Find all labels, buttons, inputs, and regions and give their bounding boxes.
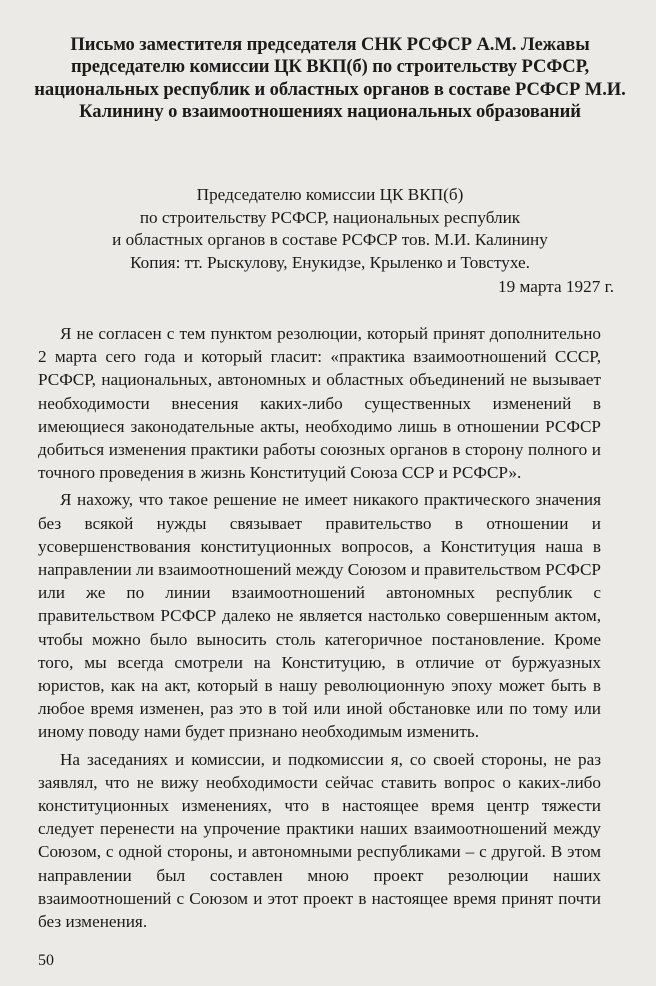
addressee-block (30, 184, 630, 274)
page-number: 50 (38, 952, 54, 969)
body-paragraph: На заседаниях и комиссии, и подкомиссии я, со своей стороны, не раз заявлял, что не вижу необходимости сейчас ставить вопрос о каких-либо конституционных изменениях, что в настоящее время центр тяжести следует перенести на упрочение практики наших взаимоотношений между Союзом, с одной стороны, и автономными республиками – с другой. В этом направлении был составлен мною проект резолюции наших взаимоотношений с Союзом и этот проект в настоящее время принят почти без изменения. (38, 749, 601, 932)
document-title: Письмо заместителя председателя СНК РСФСР А.М. Лежавы председателю комиссии ЦК ВКП(б) по строительству РСФСР, национальных республик и областных органов в составе РСФСР М.И. Калинину о взаимоотношениях национальных образований (34, 34, 626, 123)
addressee-copy-line: Копия: тт. Рыскулову, Енукидзе, Крыленко и Товстухе. (130, 252, 530, 272)
body-paragraph: Я нахожу, что такое решение не имеет никакого практического значения без всякой нужды связывает правительство в отношении и усовершенствования конституционных вопросов, а Конституция наша в направлении ли взаимоотношений между Союзом и правительством РСФСР или же по линии взаимоотношений автономных республик с правительством РСФСР далеко не является настолько совершенным актом, чтобы можно было выносить столь категоричное постановление. Кроме того, мы всегда смотрели на Конституцию, в отличие от буржуазных юристов, как на акт, который в нашу революционную эпоху может быть в любое время изменен, раз это в той или иной обстановке или по тому или иному поводу нами будет признано необходимым изменить. (38, 490, 601, 742)
addressee-line: по строительству РСФСР, национальных республик (139, 207, 521, 227)
letter-body (38, 322, 601, 937)
addressee-line: и областных органов в составе РСФСР тов. М.И. Калинину (112, 230, 548, 250)
body-paragraph: Я не согласен с тем пунктом резолюции, который принят дополнительно 2 марта сего года и который гласит: «практика взаимоотношений СССР, РСФСР, национальных, автономных и областных объединений не вызывает необходимости внесения каких-либо существенных изменений в имеющиеся законодательные акты, необходимо лишь в отношении РСФСР добиться изменения практики работы союзных органов в сторону полного и точного проведения в жизнь Конституций Союза ССР и РСФСР». (38, 324, 601, 483)
letter-date: 19 марта 1927 г. (498, 277, 614, 296)
addressee-line: Председателю комиссии ЦК ВКП(б) (196, 185, 464, 204)
